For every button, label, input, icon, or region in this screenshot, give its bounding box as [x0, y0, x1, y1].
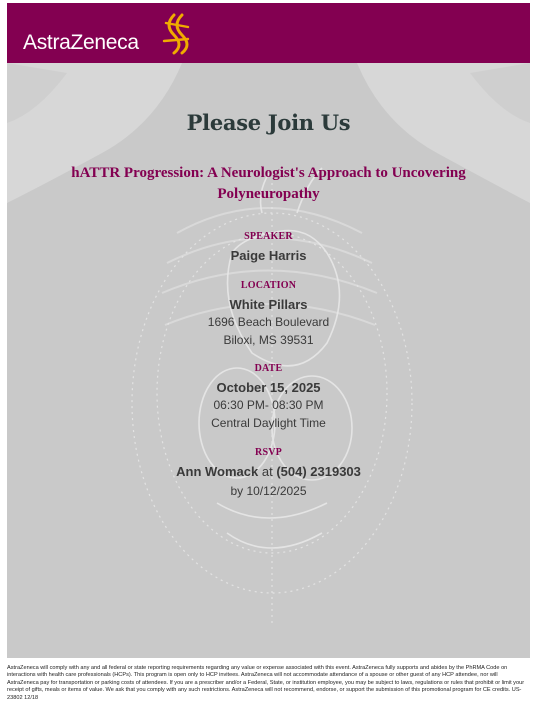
location-label: LOCATION — [240, 280, 297, 291]
astrazeneca-logo-text: AstraZeneca — [23, 31, 139, 54]
venue-street: 1696 Beach Boulevard — [207, 315, 330, 329]
venue-name: White Pillars — [229, 297, 308, 312]
rsvp-deadline: by 10/12/2025 — [230, 484, 307, 498]
legal-disclaimer: AstraZeneca will comply with any and all federal or state reporting requirements regarding any value or expense associated with this event. AstraZeneca fully supports and abides by the PhRMA Code on interactions with health care professionals (HCPs). This program is open only to HCP invitees. AstraZeneca will not accommodate attendance of a spouse or other guest of any HCP attendee, nor will AstraZeneca pay for transportation or parking costs of attendees. If you are a prescriber and/or a Federal, State, or institution employee, you may be subject to laws, regulations or rules that prohibit or limit your receipt of gifts, meals or items of value. We ask that you comply with any such restrictions. AstraZeneca will not recommend, endorse, or support the submission of this promotional program for CE credits. US-23802 12/18 — [7, 665, 525, 701]
rsvp-connector: at — [261, 464, 273, 479]
program-title: hATTR Progression: A Neurologist's Approach to Uncovering Polyneuropathy — [71, 165, 466, 202]
rsvp-contact-name: Ann Womack — [176, 464, 259, 479]
brand-header-bar — [7, 3, 530, 63]
rsvp-phone: (504) 2319303 — [276, 464, 361, 479]
rsvp-contact-line — [7, 464, 530, 479]
event-timezone: Central Daylight Time — [211, 416, 326, 430]
anatomy-background-illustration — [7, 63, 530, 658]
astrazeneca-logo-icon — [158, 11, 194, 55]
event-date: October 15, 2025 — [216, 380, 321, 395]
event-time: 06:30 PM- 08:30 PM — [213, 398, 324, 412]
venue-city: Biloxi, MS 39531 — [223, 333, 314, 347]
rsvp-label: RSVP — [255, 447, 282, 458]
speaker-label: SPEAKER — [244, 231, 293, 242]
page-title: Please Join Us — [186, 110, 351, 135]
date-label: DATE — [254, 363, 283, 374]
speaker-name: Paige Harris — [230, 248, 307, 263]
invitation-flyer — [7, 3, 530, 658]
